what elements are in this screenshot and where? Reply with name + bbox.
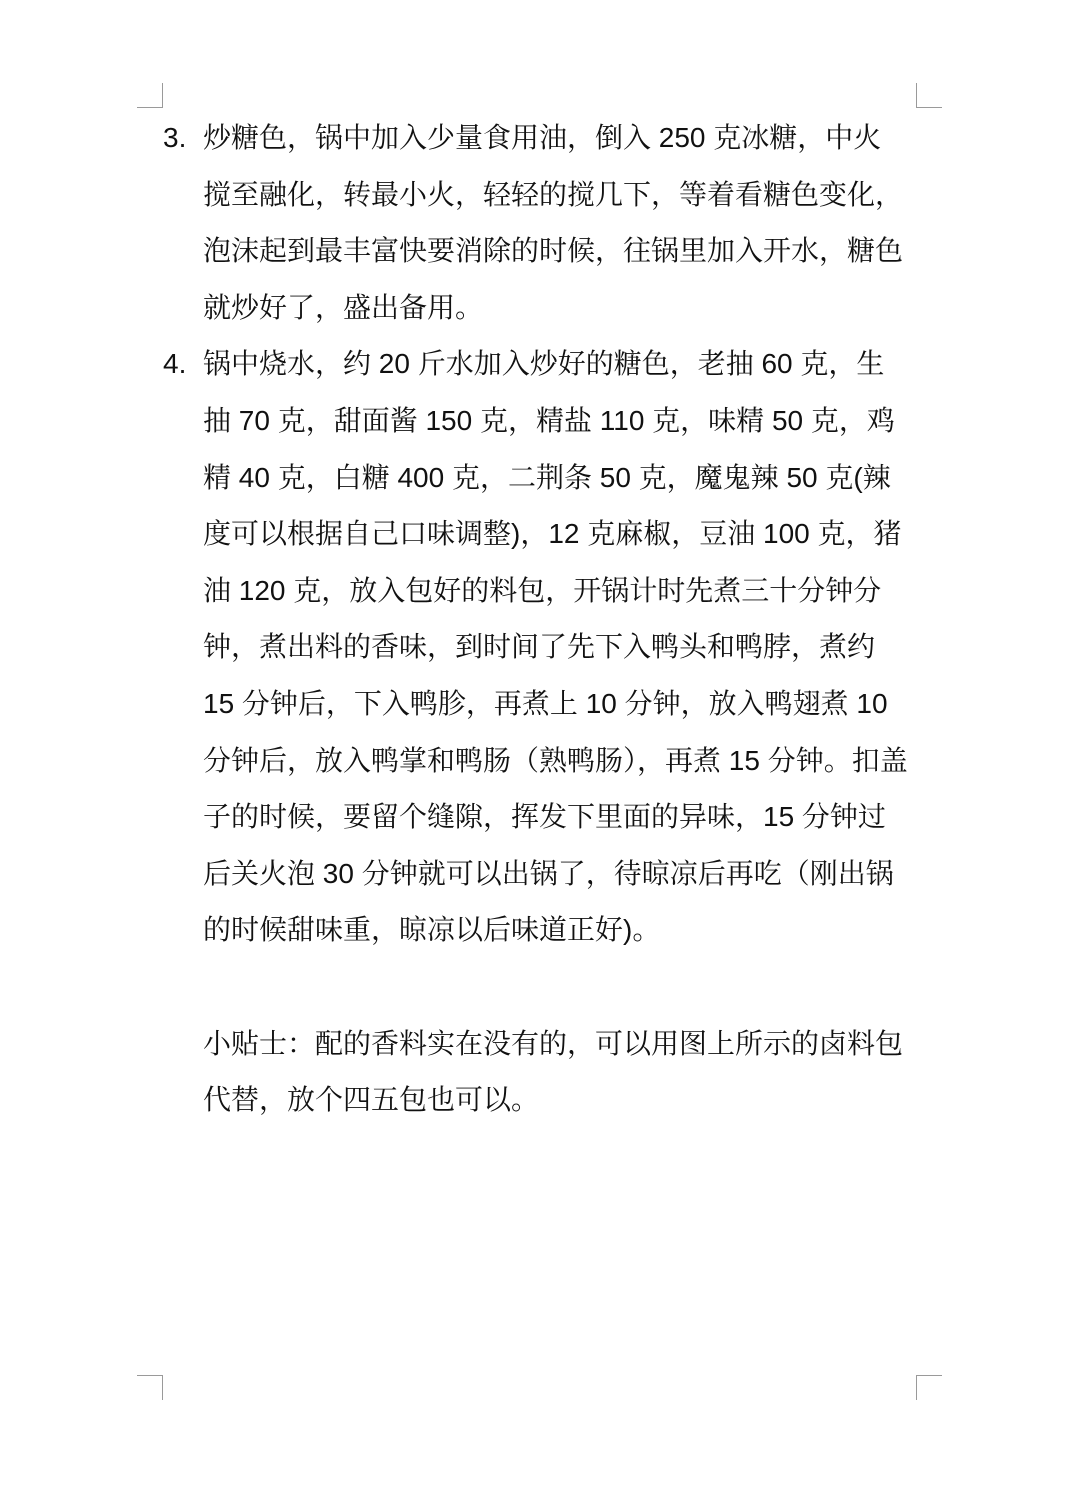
list-number: 3. [163, 122, 187, 153]
text-line: 度可以根据自己口味调整)，12 克麻椒，豆油 100 克，猪 [203, 518, 902, 550]
text-line: 后关火泡 30 分钟就可以出锅了，待晾凉后再吃（刚出锅 [203, 857, 894, 889]
text-line: 的时候甜味重，晾凉以后味道正好)。 [203, 914, 661, 946]
text-line: 分钟后，放入鸭掌和鸭肠（熟鸭肠），再煮 15 分钟。扣盖 [203, 744, 908, 776]
text-line: 就炒好了，盛出备用。 [203, 291, 484, 323]
list-item-step-4 [163, 336, 923, 959]
document-body [163, 110, 923, 1129]
text-line: 泡沫起到最丰富快要消除的时候，往锅里加入开水，糖色 [203, 235, 904, 267]
page-corner-mark-top-right [916, 83, 942, 108]
text-line: 子的时候，要留个缝隙，挥发下里面的异味，15 分钟过 [203, 801, 886, 833]
list-item-step-3 [163, 110, 923, 336]
text-line: 抽 70 克，甜面酱 150 克，精盐 110 克，味精 50 克，鸡 [203, 404, 895, 436]
text-line: 代替，放个四五包也可以。 [203, 1084, 540, 1116]
tip-paragraph [163, 1016, 923, 1129]
text-line: 油 120 克，放入包好的料包，开锅计时先煮三十分钟分 [203, 574, 882, 606]
page-corner-mark-bottom-left [137, 1375, 163, 1400]
page-corner-mark-bottom-right [916, 1375, 942, 1400]
text-line: 锅中烧水，约 20 斤水加入炒好的糖色，老抽 60 克，生 [203, 348, 885, 380]
text-line: 钟，煮出料的香味，到时间了先下入鸭头和鸭脖，煮约 [203, 631, 876, 663]
text-line: 精 40 克，白糖 400 克，二荆条 50 克，魔鬼辣 50 克(辣 [203, 461, 891, 493]
list-number: 4. [163, 348, 187, 380]
text-line: 搅至融化，转最小火，轻轻的搅几下，等着看糖色变化， [203, 178, 904, 210]
text-line: 炒糖色，锅中加入少量食用油，倒入 250 克冰糖，中火 [203, 122, 882, 153]
text-line: 15 分钟后，下入鸭胗，再煮上 10 分钟，放入鸭翅煮 10 [203, 687, 888, 719]
text-line: 小贴士：配的香料实在没有的，可以用图上所示的卤料包 [203, 1027, 904, 1059]
page-corner-mark-top-left [137, 83, 163, 108]
